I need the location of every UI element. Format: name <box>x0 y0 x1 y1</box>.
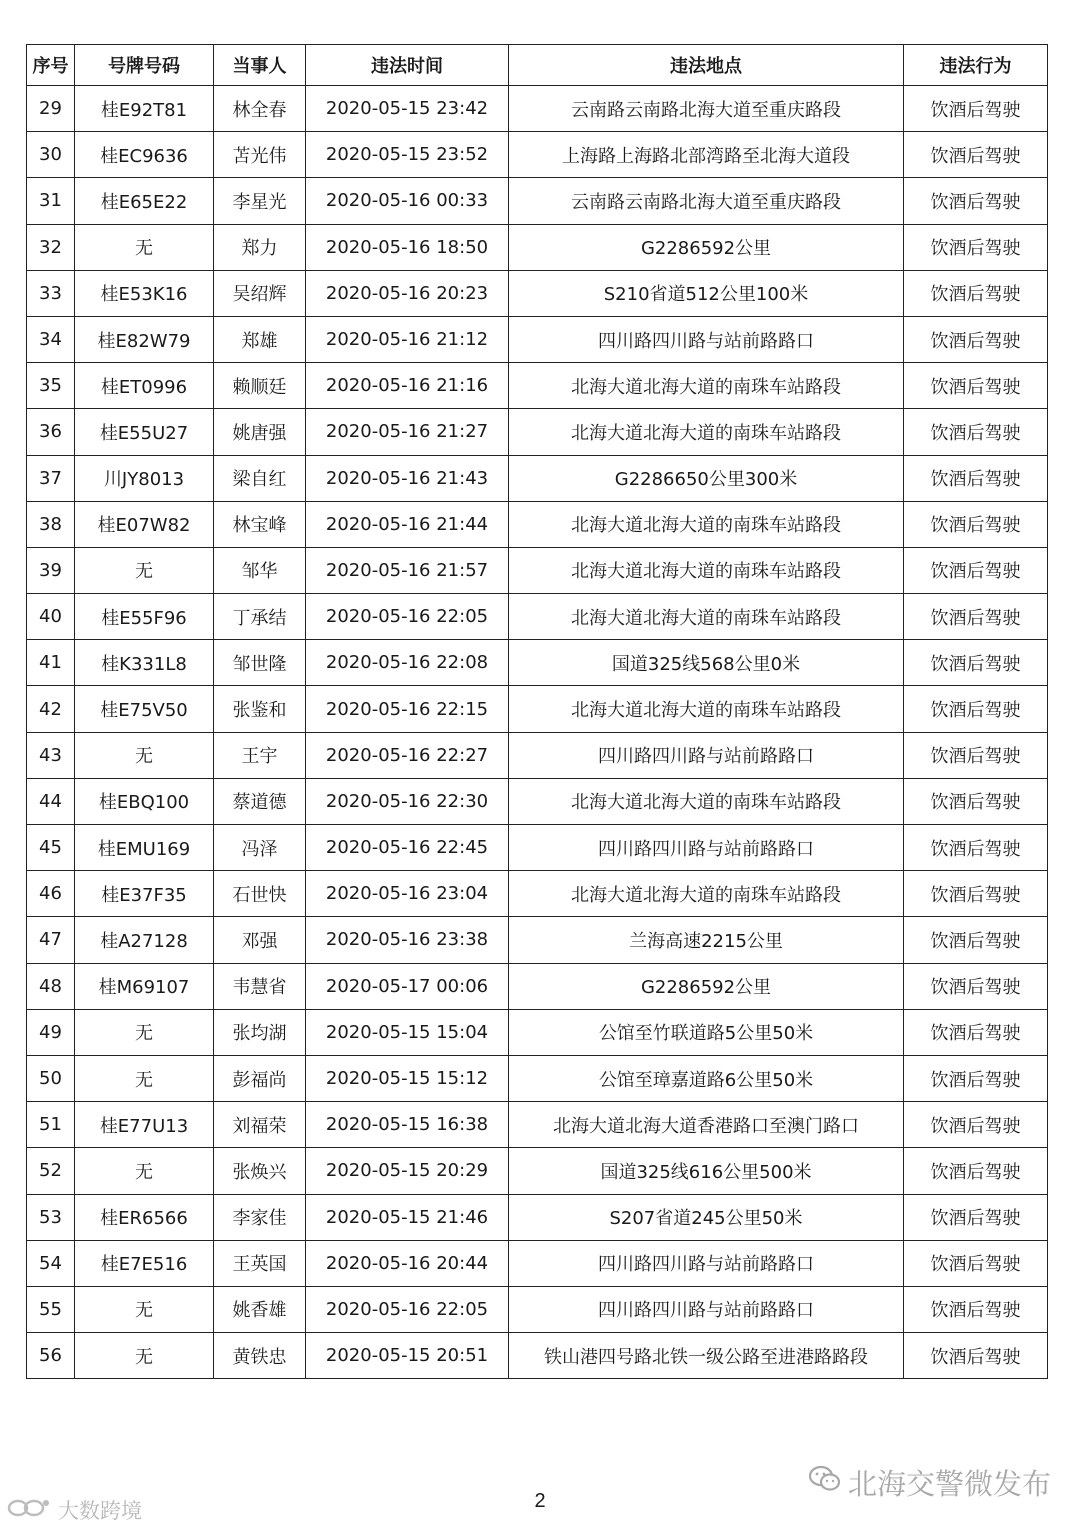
link-logo-icon <box>6 1497 52 1524</box>
cell-index: 56 <box>27 1333 75 1379</box>
cell-violation: 饮酒后驾驶 <box>904 963 1048 1009</box>
cell-time: 2020-05-15 20:29 <box>306 1148 509 1194</box>
cell-location: 国道325线568公里0米 <box>509 640 904 686</box>
cell-index: 51 <box>27 1102 75 1148</box>
cell-index: 47 <box>27 917 75 963</box>
watermark-right-text: 北海交警微发布 <box>848 1467 1052 1501</box>
cell-location: S207省道245公里50米 <box>509 1194 904 1240</box>
cell-location: 北海大道北海大道的南珠车站路段 <box>509 686 904 732</box>
cell-party: 张鉴和 <box>214 686 306 732</box>
cell-index: 41 <box>27 640 75 686</box>
cell-party: 韦慧省 <box>214 963 306 1009</box>
cell-index: 45 <box>27 825 75 871</box>
cell-location: 云南路云南路北海大道至重庆路段 <box>509 86 904 132</box>
table-row <box>27 409 1048 455</box>
cell-plate: 桂EBQ100 <box>75 778 214 824</box>
cell-time: 2020-05-16 21:43 <box>306 455 509 501</box>
cell-location: 公馆至璋嘉道路6公里50米 <box>509 1055 904 1101</box>
cell-plate: 桂E53K16 <box>75 270 214 316</box>
cell-plate: 桂E55U27 <box>75 409 214 455</box>
header-time: 违法时间 <box>306 45 509 86</box>
cell-party: 黄铁忠 <box>214 1333 306 1379</box>
cell-time: 2020-05-16 22:45 <box>306 825 509 871</box>
cell-violation: 饮酒后驾驶 <box>904 501 1048 547</box>
cell-plate: 桂E82W79 <box>75 316 214 362</box>
cell-plate: 无 <box>75 547 214 593</box>
cell-location: 国道325线616公里500米 <box>509 1148 904 1194</box>
table-row <box>27 547 1048 593</box>
table-row <box>27 825 1048 871</box>
cell-location: 北海大道北海大道的南珠车站路段 <box>509 363 904 409</box>
table-row <box>27 686 1048 732</box>
cell-time: 2020-05-15 23:52 <box>306 132 509 178</box>
header-plate: 号牌号码 <box>75 45 214 86</box>
cell-time: 2020-05-16 22:05 <box>306 594 509 640</box>
cell-time: 2020-05-15 15:04 <box>306 1009 509 1055</box>
cell-time: 2020-05-15 15:12 <box>306 1055 509 1101</box>
cell-party: 丁承结 <box>214 594 306 640</box>
cell-index: 37 <box>27 455 75 501</box>
cell-location: 兰海高速2215公里 <box>509 917 904 963</box>
cell-index: 40 <box>27 594 75 640</box>
cell-party: 彭福尚 <box>214 1055 306 1101</box>
cell-time: 2020-05-16 22:08 <box>306 640 509 686</box>
table-row <box>27 640 1048 686</box>
cell-violation: 饮酒后驾驶 <box>904 224 1048 270</box>
table-row <box>27 1333 1048 1379</box>
cell-violation: 饮酒后驾驶 <box>904 1286 1048 1332</box>
cell-index: 52 <box>27 1148 75 1194</box>
cell-time: 2020-05-16 21:27 <box>306 409 509 455</box>
cell-time: 2020-05-15 16:38 <box>306 1102 509 1148</box>
cell-violation: 饮酒后驾驶 <box>904 917 1048 963</box>
cell-party: 郑力 <box>214 224 306 270</box>
table-row <box>27 363 1048 409</box>
cell-location: 四川路四川路与站前路路口 <box>509 316 904 362</box>
cell-violation: 饮酒后驾驶 <box>904 825 1048 871</box>
cell-party: 林宝峰 <box>214 501 306 547</box>
header-row <box>27 45 1048 86</box>
cell-index: 33 <box>27 270 75 316</box>
watermark-right <box>808 1462 1051 1503</box>
cell-time: 2020-05-16 22:30 <box>306 778 509 824</box>
cell-time: 2020-05-16 22:15 <box>306 686 509 732</box>
cell-plate: 桂E65E22 <box>75 178 214 224</box>
cell-location: 北海大道北海大道的南珠车站路段 <box>509 871 904 917</box>
cell-index: 48 <box>27 963 75 1009</box>
table-row <box>27 1240 1048 1286</box>
cell-location: G2286592公里 <box>509 224 904 270</box>
cell-index: 55 <box>27 1286 75 1332</box>
cell-index: 46 <box>27 871 75 917</box>
cell-location: S210省道512公里100米 <box>509 270 904 316</box>
cell-plate: 桂E07W82 <box>75 501 214 547</box>
cell-time: 2020-05-16 21:44 <box>306 501 509 547</box>
table-row <box>27 132 1048 178</box>
cell-time: 2020-05-16 21:16 <box>306 363 509 409</box>
cell-plate: 无 <box>75 1009 214 1055</box>
table-row <box>27 1148 1048 1194</box>
cell-location: 上海路上海路北部湾路至北海大道段 <box>509 132 904 178</box>
cell-violation: 饮酒后驾驶 <box>904 132 1048 178</box>
cell-time: 2020-05-17 00:06 <box>306 963 509 1009</box>
cell-location: 北海大道北海大道的南珠车站路段 <box>509 547 904 593</box>
table-row <box>27 501 1048 547</box>
cell-location: 北海大道北海大道的南珠车站路段 <box>509 778 904 824</box>
cell-time: 2020-05-16 22:05 <box>306 1286 509 1332</box>
cell-plate: 桂EMU169 <box>75 825 214 871</box>
cell-party: 冯泽 <box>214 825 306 871</box>
cell-plate: 桂M69107 <box>75 963 214 1009</box>
cell-location: G2286650公里300米 <box>509 455 904 501</box>
table-row <box>27 778 1048 824</box>
table-row <box>27 224 1048 270</box>
cell-plate: 无 <box>75 1148 214 1194</box>
cell-violation: 饮酒后驾驶 <box>904 270 1048 316</box>
cell-violation: 饮酒后驾驶 <box>904 1148 1048 1194</box>
cell-plate: 桂E92T81 <box>75 86 214 132</box>
cell-time: 2020-05-15 20:51 <box>306 1333 509 1379</box>
cell-violation: 饮酒后驾驶 <box>904 1102 1048 1148</box>
table-body <box>27 86 1048 1379</box>
table-row <box>27 871 1048 917</box>
cell-location: 四川路四川路与站前路路口 <box>509 825 904 871</box>
table-row <box>27 1286 1048 1332</box>
cell-plate: 无 <box>75 1333 214 1379</box>
table-row <box>27 917 1048 963</box>
cell-time: 2020-05-16 23:38 <box>306 917 509 963</box>
cell-party: 林全春 <box>214 86 306 132</box>
cell-plate: 桂E77U13 <box>75 1102 214 1148</box>
cell-plate: 无 <box>75 1286 214 1332</box>
cell-time: 2020-05-16 22:27 <box>306 732 509 778</box>
cell-time: 2020-05-16 00:33 <box>306 178 509 224</box>
cell-violation: 饮酒后驾驶 <box>904 86 1048 132</box>
cell-party: 李家佳 <box>214 1194 306 1240</box>
cell-index: 31 <box>27 178 75 224</box>
cell-violation: 饮酒后驾驶 <box>904 871 1048 917</box>
cell-violation: 饮酒后驾驶 <box>904 1194 1048 1240</box>
cell-location: 铁山港四号路北铁一级公路至进港路路段 <box>509 1333 904 1379</box>
cell-time: 2020-05-15 23:42 <box>306 86 509 132</box>
cell-violation: 饮酒后驾驶 <box>904 640 1048 686</box>
table-row <box>27 316 1048 362</box>
cell-index: 53 <box>27 1194 75 1240</box>
header-location: 违法地点 <box>509 45 904 86</box>
header-violation: 违法行为 <box>904 45 1048 86</box>
cell-party: 石世快 <box>214 871 306 917</box>
cell-time: 2020-05-16 21:57 <box>306 547 509 593</box>
cell-index: 29 <box>27 86 75 132</box>
cell-party: 郑雄 <box>214 316 306 362</box>
cell-time: 2020-05-16 20:44 <box>306 1240 509 1286</box>
cell-party: 李星光 <box>214 178 306 224</box>
cell-plate: 无 <box>75 224 214 270</box>
cell-index: 42 <box>27 686 75 732</box>
table-row <box>27 732 1048 778</box>
cell-plate: 川JY8013 <box>75 455 214 501</box>
cell-plate: 桂K331L8 <box>75 640 214 686</box>
cell-index: 32 <box>27 224 75 270</box>
cell-party: 姚香雄 <box>214 1286 306 1332</box>
cell-index: 35 <box>27 363 75 409</box>
cell-location: 北海大道北海大道香港路口至澳门路口 <box>509 1102 904 1148</box>
cell-party: 王英国 <box>214 1240 306 1286</box>
watermark-left <box>6 1495 142 1525</box>
table-row <box>27 86 1048 132</box>
cell-location: 四川路四川路与站前路路口 <box>509 1286 904 1332</box>
cell-violation: 饮酒后驾驶 <box>904 778 1048 824</box>
cell-violation: 饮酒后驾驶 <box>904 363 1048 409</box>
cell-plate: 桂E7E516 <box>75 1240 214 1286</box>
cell-party: 张均湖 <box>214 1009 306 1055</box>
cell-plate: 桂EC9636 <box>75 132 214 178</box>
cell-plate: 桂ER6566 <box>75 1194 214 1240</box>
table-row <box>27 1194 1048 1240</box>
cell-violation: 饮酒后驾驶 <box>904 547 1048 593</box>
cell-index: 36 <box>27 409 75 455</box>
cell-plate: 桂E37F35 <box>75 871 214 917</box>
cell-time: 2020-05-16 21:12 <box>306 316 509 362</box>
table-row <box>27 963 1048 1009</box>
cell-index: 39 <box>27 547 75 593</box>
cell-location: 北海大道北海大道的南珠车站路段 <box>509 501 904 547</box>
cell-location: 北海大道北海大道的南珠车站路段 <box>509 409 904 455</box>
cell-violation: 饮酒后驾驶 <box>904 732 1048 778</box>
violation-table <box>26 44 1048 1379</box>
cell-plate: 无 <box>75 1055 214 1101</box>
cell-index: 54 <box>27 1240 75 1286</box>
cell-plate: 桂A27128 <box>75 917 214 963</box>
cell-location: 北海大道北海大道的南珠车站路段 <box>509 594 904 640</box>
table-row <box>27 178 1048 224</box>
cell-party: 刘福荣 <box>214 1102 306 1148</box>
cell-time: 2020-05-15 21:46 <box>306 1194 509 1240</box>
cell-violation: 饮酒后驾驶 <box>904 1240 1048 1286</box>
table-row <box>27 270 1048 316</box>
cell-party: 邹华 <box>214 547 306 593</box>
cell-time: 2020-05-16 23:04 <box>306 871 509 917</box>
cell-plate: 桂E55F96 <box>75 594 214 640</box>
cell-party: 梁自红 <box>214 455 306 501</box>
cell-violation: 饮酒后驾驶 <box>904 594 1048 640</box>
cell-time: 2020-05-16 20:23 <box>306 270 509 316</box>
cell-index: 38 <box>27 501 75 547</box>
cell-index: 30 <box>27 132 75 178</box>
cell-party: 王宇 <box>214 732 306 778</box>
cell-party: 赖顺廷 <box>214 363 306 409</box>
cell-index: 43 <box>27 732 75 778</box>
cell-plate: 无 <box>75 732 214 778</box>
cell-party: 吴绍辉 <box>214 270 306 316</box>
cell-party: 姚唐强 <box>214 409 306 455</box>
cell-party: 张焕兴 <box>214 1148 306 1194</box>
cell-location: 四川路四川路与站前路路口 <box>509 732 904 778</box>
cell-location: 四川路四川路与站前路路口 <box>509 1240 904 1286</box>
table-row <box>27 1055 1048 1101</box>
cell-location: G2286592公里 <box>509 963 904 1009</box>
table-row <box>27 455 1048 501</box>
cell-plate: 桂ET0996 <box>75 363 214 409</box>
cell-party: 邓强 <box>214 917 306 963</box>
watermark-left-text: 大数跨境 <box>58 1499 142 1523</box>
cell-index: 44 <box>27 778 75 824</box>
cell-time: 2020-05-16 18:50 <box>306 224 509 270</box>
table-row <box>27 1102 1048 1148</box>
cell-violation: 饮酒后驾驶 <box>904 455 1048 501</box>
cell-party: 苫光伟 <box>214 132 306 178</box>
cell-party: 蔡道德 <box>214 778 306 824</box>
cell-violation: 饮酒后驾驶 <box>904 409 1048 455</box>
cell-violation: 饮酒后驾驶 <box>904 178 1048 224</box>
table-row <box>27 1009 1048 1055</box>
cell-violation: 饮酒后驾驶 <box>904 316 1048 362</box>
header-index: 序号 <box>27 45 75 86</box>
cell-violation: 饮酒后驾驶 <box>904 1055 1048 1101</box>
cell-location: 公馆至竹联道路5公里50米 <box>509 1009 904 1055</box>
cell-plate: 桂E75V50 <box>75 686 214 732</box>
table-row <box>27 594 1048 640</box>
cell-violation: 饮酒后驾驶 <box>904 1333 1048 1379</box>
page-number: 2 <box>534 1490 546 1512</box>
cell-index: 49 <box>27 1009 75 1055</box>
wechat-icon <box>808 1464 842 1501</box>
cell-location: 云南路云南路北海大道至重庆路段 <box>509 178 904 224</box>
cell-party: 邹世隆 <box>214 640 306 686</box>
cell-violation: 饮酒后驾驶 <box>904 686 1048 732</box>
header-party: 当事人 <box>214 45 306 86</box>
cell-index: 34 <box>27 316 75 362</box>
cell-index: 50 <box>27 1055 75 1101</box>
cell-violation: 饮酒后驾驶 <box>904 1009 1048 1055</box>
